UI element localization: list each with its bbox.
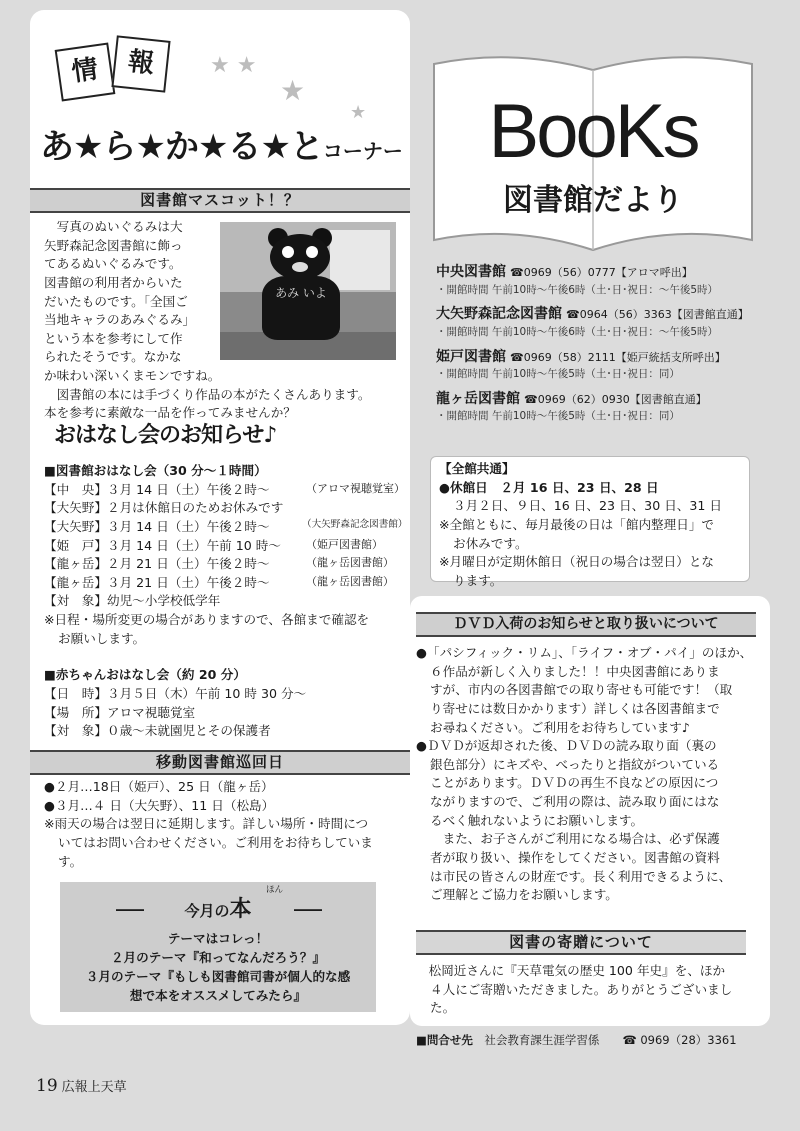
- library-oyano: 大矢野森記念図書館 ☎0964（56）3363【図書館直通】: [436, 306, 749, 323]
- mobile-library-block: ●２月…18日（姫戸）、25 日（龍ヶ岳） ●３月…４ 日（大矢野）、11 日（松島） ※雨天の場合は翌日に延期します。詳しい場所・時間につ いてはお問い合わせください。ご利用をお待ちしていま す。: [44, 779, 373, 869]
- bear-body-icon: あみ いよ: [262, 276, 340, 340]
- library-central: 中央図書館 ☎0969（56）0777【アロマ呼出】: [436, 264, 693, 280]
- info-tag: 情: [55, 42, 116, 101]
- page-number: 19: [36, 1076, 58, 1096]
- report-tag: 報: [111, 35, 170, 92]
- donation-heading: 図書の寄贈について: [416, 930, 746, 955]
- books-title: BooKs: [488, 89, 698, 174]
- dvd-heading: ＤＶＤ入荷のお知らせと取り扱いについて: [416, 612, 756, 637]
- mascot-heading: 図書館マスコット！？: [30, 188, 410, 213]
- library-himedo: 姫戸図書館 ☎0969（58）2111【姫戸統括支所呼出】: [436, 348, 726, 365]
- bear-head-icon: [270, 234, 330, 280]
- storytime-heading: おはなし会のお知らせ♪: [54, 423, 277, 448]
- books-subtitle: 図書館だより: [503, 183, 683, 218]
- left-panel: [30, 10, 410, 1025]
- star-decoration-icon: ★: [350, 102, 367, 123]
- contact-line: ■問合せ先 社会教育課生涯学習係 ☎ 0969（28）3361: [416, 1033, 737, 1047]
- right-panel: [410, 596, 770, 1026]
- donation-text: 松岡近さんに『天草電気の歴史 100 年史』を、ほか ４人にご寄贈いただきました。ありがとうございまし た。: [416, 963, 733, 1016]
- monthly-ruby: ほん: [266, 885, 284, 895]
- corner-title: あ★ら★か★る★とコーナー: [40, 127, 403, 167]
- page-footer: [36, 1074, 127, 1099]
- dvd-text: ●「パシフィック・リム」、「ライフ・オブ・パイ」のほか、 ６作品が新しく入りました！！中央図書館にありま すが、市内の各図書館での取り寄せも可能です！（取 り寄せには数日かかります）詳しくは各図書館まで お尋ねください。ご利用をお待ちしています♪ ●ＤＶＤが返却された後、ＤＶＤの読み取り面（裏の 銀色部分）にキズや、べったりと指紋がついている ことがあります。ＤＶＤの再生不良などの原因につ ながりますので、ご利用の際は、読み取り面にはな るべく触れないようにお願いします。 また、お子さんがご利用になる場合は、必ず保護 者が取り扱い、操作をしてください。図書館の資料 は市民の皆さんの財産です。長く利用できるように、 ご理解とご協力をお願いします。: [416, 645, 753, 903]
- libraries-list: 中央図書館 ☎0969（56）0777【アロマ呼出】 ・開館時間 午前10時～午後6時（土･日･祝日：～午後5時） 大矢野森記念図書館 ☎0964（56）3363【図書館直通】 ・開館時間 午前10時～午後6時（土･日･祝日：～午後5時） 姫戸図書館 ☎0969（58）2111【姫戸統括支所呼出】 ・開館時間 午前10時～午後5時（土･日･祝日：同） 龍ヶ岳図書館 ☎0969（62）0930【図書館直通】 ・開館時間 午前10時～午後5時（土･日･祝日：同）: [436, 262, 776, 425]
- publication-name: 広報上天草: [61, 1080, 127, 1095]
- monthly-book-box: [60, 882, 376, 1012]
- mascot-text: 写真のぬいぐるみは大 矢野森記念図書館に飾っ てあるぬいぐるみです。 図書館の利用者からいた だいたものです。「全国ご 当地キャラのあみぐるみ」 という本を参考にして作 られたそうです。なかな か味わい深いくまモンですね。 図書館の本には手づくり作品の本がたくさんあります。 本を参考に素敵な一品を作ってみませんか？: [44, 219, 371, 421]
- mobile-library-heading: 移動図書館巡回日: [30, 750, 410, 775]
- star-decoration-icon: ★: [280, 74, 306, 107]
- monthly-dash-left: ――: [116, 902, 144, 918]
- monthly-lines: テーマはコレっ！ ２月のテーマ『和ってなんだろう？』 ３月のテーマ『もしも図書館司書が個人的な感 想で本をオススメしてみたら』: [85, 931, 351, 1003]
- common-closing-box: 【全館共通】 ●休館日 ２月 16 日、23 日、28 日 ３月２日、９日、16 日、23 日、30 日、31 日 ※全館ともに、毎月最後の日は「館内整理日」で お休みです。 ※月曜日が定期休館日（祝日の場合は翌日）とな ります。: [430, 456, 750, 582]
- mascot-photo: [220, 222, 396, 360]
- library-ryugatake: 龍ヶ岳図書館 ☎0969（62）0930【図書館直通】: [436, 390, 707, 407]
- monthly-dash-right: ――: [294, 902, 322, 918]
- monthly-title: 今月の本: [184, 897, 252, 922]
- storytime-block: ■図書館おはなし会（30 分～１時間） 【中 央】３月 14 日（土）午後２時～ （アロマ視聴覚室） 【大矢野】２月は休館日のためお休みです 【大矢野】３月 14 日（土）午後２時～ （大矢野森記念図書館） 【姫 戸】３月 14 日（土）午前 10 時～ （姫戸図書館） 【龍ヶ岳】２月 21 日（土）午後２時～ （龍ヶ岳図書館） 【龍ヶ岳】３月 21 日（土）午後２時～ （龍ヶ岳図書館） 【対 象】幼児～小学校低学年 ※日程・場所変更の場合がありますので、各館まで確認を お願いします。 ■赤ちゃんおはなし会（約 20 分） 【日 時】３月５日（木）午前 10 時 30 分～ 【場 所】アロマ視聴覚室 【対 象】０歳～未就園児とその保護者: [44, 463, 408, 739]
- star-decoration-icon: ★ ★: [210, 53, 257, 78]
